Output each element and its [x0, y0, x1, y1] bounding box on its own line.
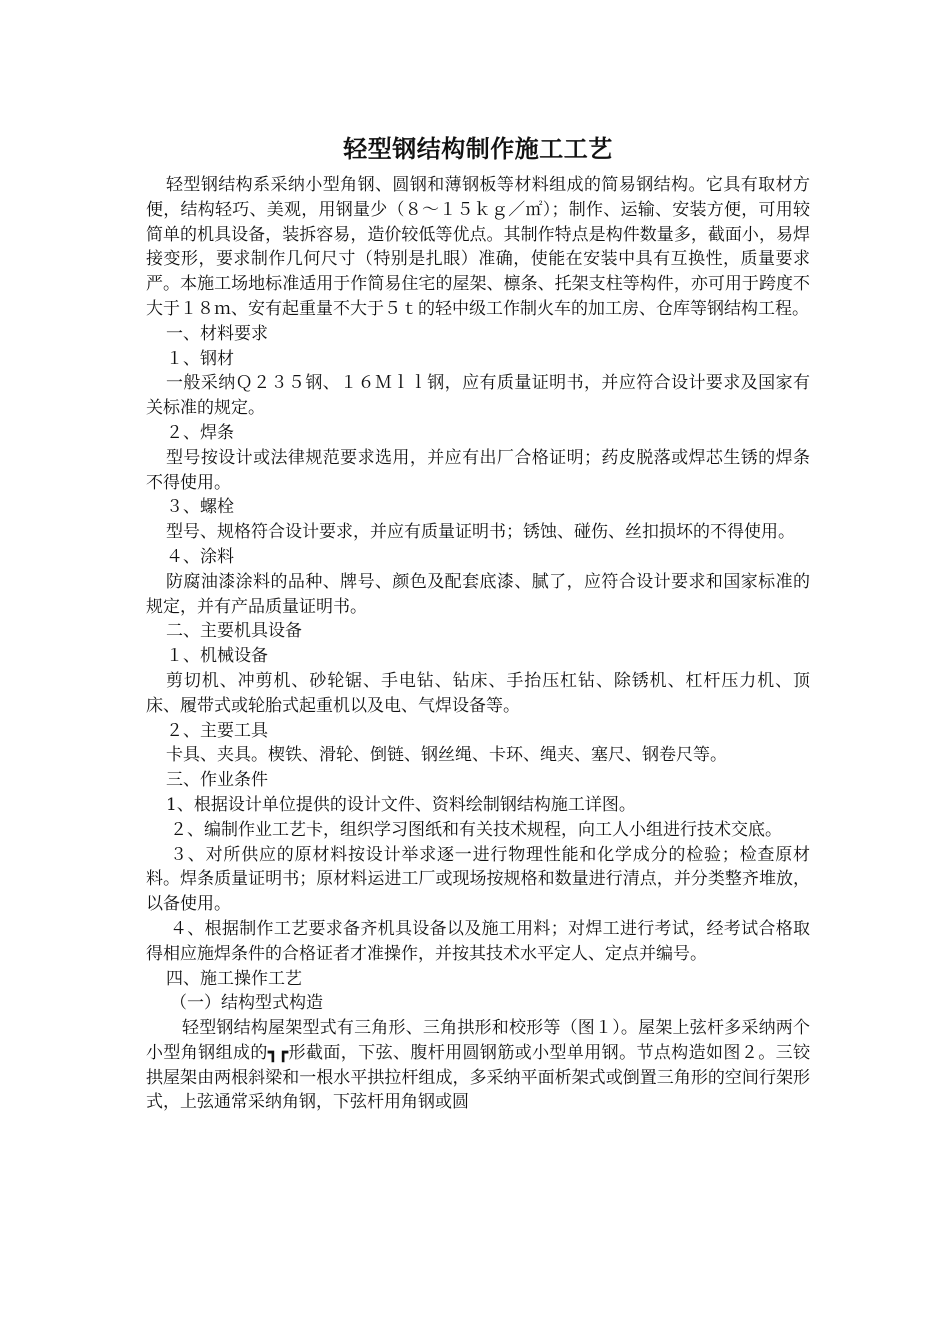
paragraph-condition-4: ４、根据制作工艺要求备齐机具设备以及施工用料；对焊工进行考试，经考试合格取得相应施焊条件的合格证者才准操作，并按其技术水平定人、定点并编号。	[146, 918, 810, 964]
paragraph-coating: 防腐油漆涂料的品种、牌号、颜色及配套底漆、腻了，应符合设计要求和国家标准的规定，并有产品质量证明书。	[146, 571, 810, 617]
paragraph-structure-form: 轻型钢结构屋架型式有三角形、三角拱形和校形等（图１）。屋架上弦杆多采纳两个小型角钢组成的┓┏形截面，下弦、腹杆用圆钢筋或小型单用钢。节点构造如图２。三铰拱屋架由两根斜梁和一根水平拱拉杆组成，多采纳平面析架式或倒置三角形的空间行架形式，上弦通常采纳角钢，下弦杆用角钢或圆	[146, 1018, 810, 1113]
paragraph-tools: 卡具、夹具。楔铁、滑轮、倒链、钢丝绳、卡环、绳夹、塞尺、钢卷尺等。	[166, 745, 727, 766]
paragraph-condition-1: 1、根据设计单位提供的设计文件、资料绘制钢结构施工详图。	[166, 794, 636, 815]
subheading-steel: １、钢材	[166, 348, 234, 369]
paragraph-bolts: 型号、规格符合设计要求，并应有质量证明书；锈蚀、碰伤、丝扣损坏的不得使用。	[166, 522, 795, 543]
paragraph-electrode: 型号按设计或法律规范要求选用，并应有出厂合格证明；药皮脱落或焊芯生锈的焊条不得使用。	[146, 447, 810, 493]
paragraph-condition-3: ３、对所供应的原材料按设计举求逐一进行物理性能和化学成分的检验；检查原材料。焊条质量证明书；原材料运进工厂或现场按规格和数量进行清点，并分类整齐堆放，以备使用。	[146, 844, 810, 915]
paragraph-condition-2: ２、编制作业工艺卡，组织学习图纸和有关技术规程，向工人小组进行技术交底。	[170, 819, 782, 840]
subheading-bolts: ３、螺栓	[166, 497, 234, 518]
section-heading-conditions: 三、作业条件	[166, 770, 268, 791]
section-heading-process: 四、施工操作工艺	[166, 968, 302, 989]
subheading-electrode: ２、焊条	[166, 422, 234, 443]
paragraph-steel: 一般采纳Ｑ２３５钢、１６Ｍｌｌ钢，应有质量证明书，并应符合设计要求及国家有关标准的规定。	[146, 373, 810, 419]
subheading-machinery: １、机械设备	[166, 646, 268, 667]
subheading-structure-form: （一）结构型式构造	[170, 993, 323, 1014]
section-heading-equipment: 二、主要机具设备	[166, 621, 302, 642]
intro-paragraph: 轻型钢结构系采纳小型角钢、圆钢和薄钢板等材料组成的简易钢结构。它具有取材方便，结构轻巧、美观，用钢量少（８～１５ｋｇ／㎡）；制作、运输、安装方便，可用较简单的机具设备，装拆容易，造价较低等优点。其制作特点是构件数量多，截面小，易焊接变形，要求制作几何尺寸（特别是扎眼）准确，使能在安装中具有互换性，质量要求严。本施工场地标准适用于作简易住宅的屋架、檩条、托架支柱等构件，亦可用于跨度不大于１８ｍ、安有起重量不大于５ｔ的轻中级工作制火车的加工房、仓库等钢结构工程。	[146, 175, 810, 319]
paragraph-machinery: 剪切机、冲剪机、砂轮锯、手电钻、钻床、手抬压杠钻、除锈机、杠杆压力机、顶床、履带式或轮胎式起重机以及电、气焊设备等。	[146, 670, 810, 716]
section-heading-materials: 一、材料要求	[166, 323, 268, 344]
subheading-tools: ２、主要工具	[166, 720, 268, 741]
subheading-coating: ４、涂料	[166, 546, 234, 567]
document-title: 轻型钢结构制作施工工艺	[343, 134, 613, 163]
